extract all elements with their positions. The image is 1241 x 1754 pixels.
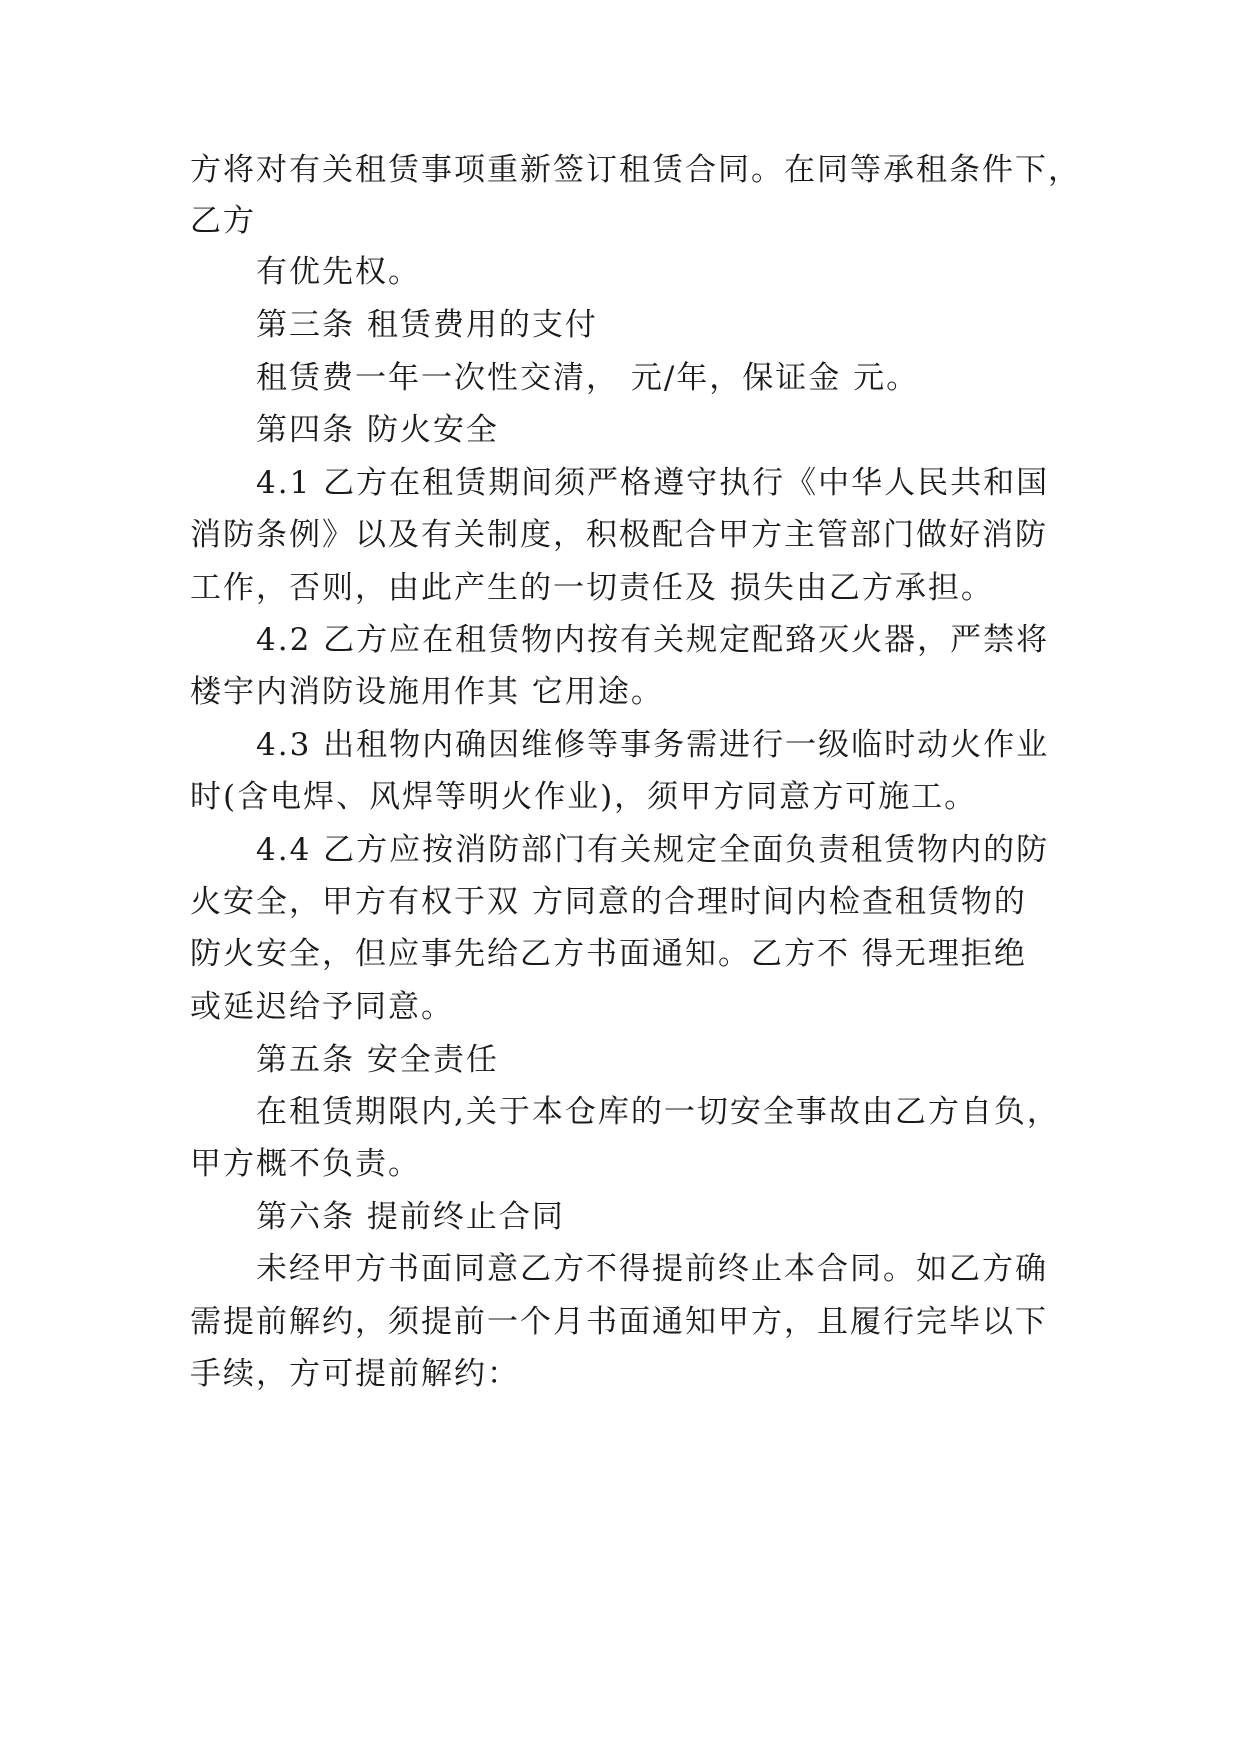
text-line: 防火安全，但应事先给乙方书面通知。乙方不 得无理拒绝 xyxy=(190,936,1027,972)
text-line: 租赁费一年一次性交清， 元/年，保证金 元。 xyxy=(256,360,920,396)
text-line: 4.2 乙方应在租赁物内按有关规定配臵灭火器，严禁将 xyxy=(256,622,1050,658)
text-line: 消防条例》以及有关制度，积极配合甲方主管部门做好消防 xyxy=(190,517,1048,553)
text-line: 或延迟给予同意。 xyxy=(190,989,454,1025)
text-line: 乙方 xyxy=(190,203,256,239)
section-heading: 第四条 防火安全 xyxy=(256,412,499,448)
text-line: 方将对有关租赁事项重新签订租赁合同。在同等承租条件下， xyxy=(190,152,1081,188)
text-line: 火安全，甲方有权于双 方同意的合理时间内检查租赁物的 xyxy=(190,884,1027,920)
text-line: 4.3 出租物内确因维修等事务需进行一级临时动火作业 xyxy=(256,727,1050,763)
text-line: 4.1 乙方在租赁期间须严格遵守执行《中华人民共和国 xyxy=(256,465,1050,501)
text-line: 甲方概不负责。 xyxy=(190,1146,421,1182)
text-line: 有优先权。 xyxy=(256,254,421,290)
text-line: 手续，方可提前解约： xyxy=(190,1356,520,1392)
section-heading: 第六条 提前终止合同 xyxy=(256,1199,565,1235)
text-line: 工作，否则，由此产生的一切责任及 损失由乙方承担。 xyxy=(190,570,994,606)
section-heading: 第三条 租赁费用的支付 xyxy=(256,307,598,343)
text-line: 楼宇内消防设施用作其 它用途。 xyxy=(190,674,664,710)
text-line: 时(含电焊、风焊等明火作业)，须甲方同意方可施工。 xyxy=(190,779,978,815)
text-line: 未经甲方书面同意乙方不得提前终止本合同。如乙方确 xyxy=(256,1251,1048,1287)
text-line: 需提前解约，须提前一个月书面通知甲方，且履行完毕以下 xyxy=(190,1304,1048,1340)
section-heading: 第五条 安全责任 xyxy=(256,1042,499,1078)
text-line: 在租赁期限内,关于本仓库的一切安全事故由乙方自负， xyxy=(256,1094,1060,1130)
text-line: 4.4 乙方应按消防部门有关规定全面负责租赁物内的防 xyxy=(256,832,1050,868)
